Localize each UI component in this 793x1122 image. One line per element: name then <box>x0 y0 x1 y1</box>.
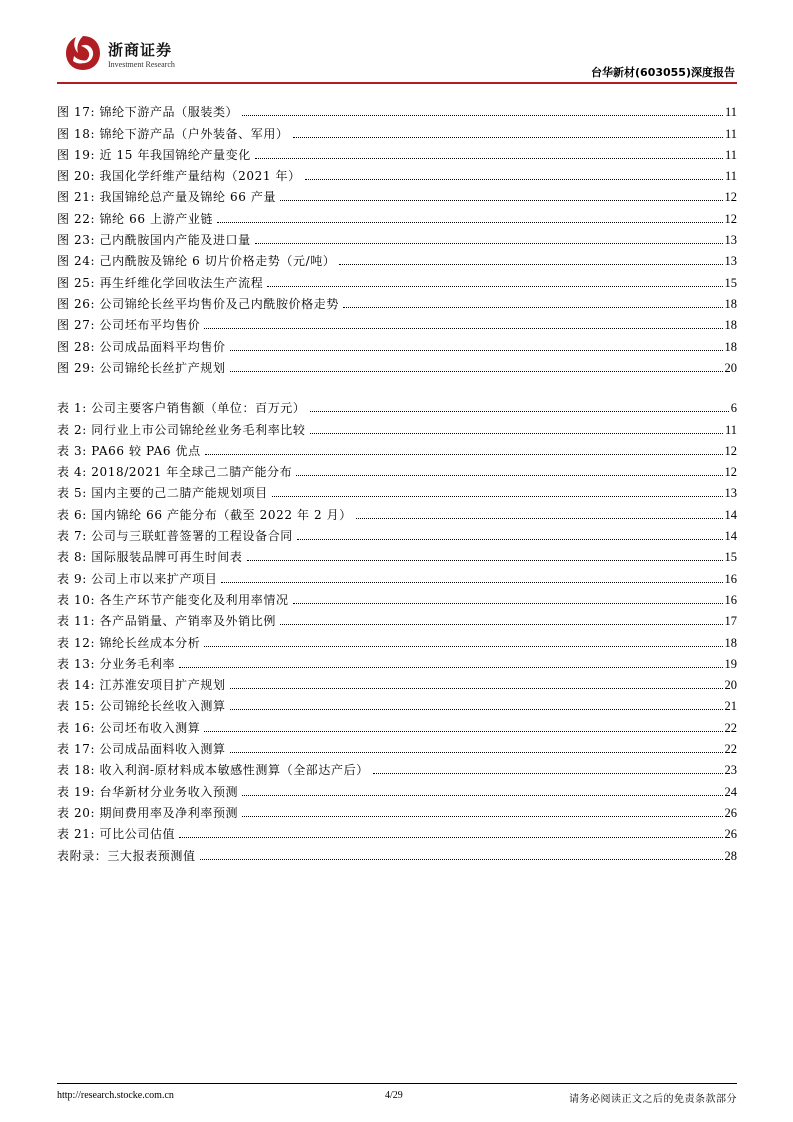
toc-entry-page: 22 <box>724 720 737 735</box>
figure-toc-entry[interactable] <box>57 183 737 204</box>
toc-entry-label: 表 13: 分业务毛利率 <box>57 656 176 671</box>
footer-page-number: 4/29 <box>385 1090 403 1101</box>
table-toc-entry[interactable] <box>57 500 737 521</box>
report-title: 台华新材(603055)深度报告 <box>591 66 735 79</box>
toc-entry-page: 11 <box>724 147 737 162</box>
toc-entry-label: 图 25: 再生纤维化学回收法生产流程 <box>57 275 264 290</box>
dot-leader <box>297 539 723 540</box>
brand-name-en: Investment Research <box>108 60 175 69</box>
toc-entry-page: 26 <box>724 805 737 820</box>
footer-divider <box>57 1083 737 1084</box>
dot-leader <box>242 115 723 116</box>
toc-entry-label: 图 20: 我国化学纤维产量结构（2021 年） <box>57 169 301 184</box>
toc-entry-page: 18 <box>724 635 737 650</box>
toc-entry-page: 18 <box>724 339 737 354</box>
toc-entry-page: 11 <box>724 126 737 141</box>
toc-entry-label: 图 22: 锦纶 66 上游产业链 <box>57 211 214 226</box>
toc-entry-page: 6 <box>730 401 737 416</box>
toc-entry-page: 12 <box>724 190 737 205</box>
dot-leader <box>230 709 723 710</box>
dot-leader <box>242 795 722 796</box>
toc-entry-page: 15 <box>724 550 737 565</box>
toc-entry-label: 表 2: 同行业上市公司锦纶丝业务毛利率比较 <box>57 422 306 437</box>
toc-entry-label: 表 8: 国际服装品牌可再生时间表 <box>57 550 243 565</box>
dot-leader <box>242 816 722 817</box>
dot-leader <box>267 286 722 287</box>
dot-leader <box>200 859 723 860</box>
toc-entry-label: 表 14: 江苏淮安项目扩产规划 <box>57 678 226 693</box>
dot-leader <box>280 624 723 625</box>
toc-entry-label: 图 26: 公司锦纶长丝平均售价及己内酰胺价格走势 <box>57 296 339 311</box>
dot-leader <box>217 222 722 223</box>
toc-entry-label: 表 11: 各产品销量、产销率及外销比例 <box>57 614 276 629</box>
toc-entry-label: 表 18: 收入利润-原材料成本敏感性测算（全部达产后） <box>57 763 369 778</box>
table-toc-entry[interactable] <box>57 415 737 436</box>
table-toc-entry[interactable] <box>57 543 737 564</box>
toc-entry-page: 17 <box>724 614 737 629</box>
toc-entry-label: 表 16: 公司坯布收入测算 <box>57 720 201 735</box>
dot-leader <box>272 496 723 497</box>
toc-entry-label: 表 17: 公司成品面料收入测算 <box>57 742 226 757</box>
table-toc-entry[interactable] <box>57 522 737 543</box>
footer-url[interactable]: http://research.stocke.com.cn <box>57 1090 174 1101</box>
table-toc-entry[interactable] <box>57 650 737 671</box>
figures-toc <box>57 98 737 375</box>
figure-toc-entry[interactable] <box>57 98 737 119</box>
toc-entry-label: 表附录：三大报表预测值 <box>57 848 196 863</box>
toc-entry-page: 19 <box>724 656 737 671</box>
toc-entry-label: 表 12: 锦纶长丝成本分析 <box>57 635 201 650</box>
dot-leader <box>247 560 723 561</box>
dot-leader <box>310 411 729 412</box>
toc-entry-page: 12 <box>724 465 737 480</box>
figure-toc-entry[interactable] <box>57 247 737 268</box>
figure-toc-entry[interactable] <box>57 204 737 225</box>
dot-leader <box>221 582 722 583</box>
toc-entry-page: 14 <box>724 507 737 522</box>
table-toc-entry[interactable] <box>57 735 737 756</box>
zheshang-logo-icon <box>64 34 102 72</box>
dot-leader <box>230 371 723 372</box>
toc-entry-label: 表 19: 台华新材分业务收入预测 <box>57 784 239 799</box>
toc-entry-page: 14 <box>724 529 737 544</box>
toc-entry-page: 16 <box>724 571 737 586</box>
toc-entry-label: 图 24: 己内酰胺及锦纶 6 切片价格走势（元/吨） <box>57 254 336 269</box>
figure-toc-entry[interactable] <box>57 332 737 353</box>
page-header <box>0 0 793 90</box>
figure-toc-entry[interactable] <box>57 162 737 183</box>
toc-entry-label: 图 27: 公司坯布平均售价 <box>57 318 201 333</box>
toc-entry-label: 表 15: 公司锦纶长丝收入测算 <box>57 699 226 714</box>
toc-entry-page: 26 <box>724 827 737 842</box>
header-divider <box>57 82 737 84</box>
table-toc-entry[interactable] <box>57 628 737 649</box>
tables-toc <box>57 394 737 863</box>
dot-leader <box>373 773 723 774</box>
figure-toc-entry[interactable] <box>57 268 737 289</box>
dot-leader <box>204 646 722 647</box>
dot-leader <box>204 328 722 329</box>
toc-entry-page: 18 <box>724 296 737 311</box>
toc-entry-label: 图 17: 锦纶下游产品（服装类） <box>57 105 239 120</box>
toc-entry-label: 表 9: 公司上市以来扩产项目 <box>57 571 218 586</box>
dot-leader <box>293 603 723 604</box>
table-toc-entry[interactable] <box>57 394 737 415</box>
table-toc-entry[interactable] <box>57 713 737 734</box>
figure-toc-entry[interactable] <box>57 290 737 311</box>
toc-entry-page: 18 <box>724 318 737 333</box>
toc-entry-label: 图 18: 锦纶下游产品（户外装备、军用） <box>57 126 289 141</box>
dot-leader <box>230 350 723 351</box>
table-toc-entry[interactable] <box>57 799 737 820</box>
toc-entry-page: 11 <box>724 169 737 184</box>
dot-leader <box>204 731 722 732</box>
toc-entry-page: 24 <box>724 784 737 799</box>
toc-entry-page: 13 <box>724 254 737 269</box>
toc-entry-label: 图 29: 公司锦纶长丝扩产规划 <box>57 360 226 375</box>
toc-entry-label: 表 20: 期间费用率及净利率预测 <box>57 805 239 820</box>
toc-entry-page: 20 <box>724 360 737 375</box>
toc-entry-page: 16 <box>724 592 737 607</box>
dot-leader <box>230 752 723 753</box>
toc-entry-label: 表 10: 各生产环节产能变化及利用率情况 <box>57 592 289 607</box>
toc-entry-label: 图 23: 己内酰胺国内产能及进口量 <box>57 233 251 248</box>
dot-leader <box>205 454 723 455</box>
toc-entry-page: 20 <box>724 678 737 693</box>
dot-leader <box>339 264 722 265</box>
table-toc-entry[interactable] <box>57 671 737 692</box>
table-toc-entry[interactable] <box>57 437 737 458</box>
toc-entry-label: 图 21: 我国锦纶总产量及锦纶 66 产量 <box>57 190 277 205</box>
table-toc-entry[interactable] <box>57 479 737 500</box>
dot-leader <box>255 158 723 159</box>
table-toc-entry[interactable] <box>57 820 737 841</box>
dot-leader <box>310 433 723 434</box>
toc-entry-label: 表 4: 2018/2021 年全球己二腈产能分布 <box>57 465 293 480</box>
toc-entry-page: 15 <box>724 275 737 290</box>
dot-leader <box>296 475 722 476</box>
toc-entry-label: 表 6: 国内锦纶 66 产能分布（截至 2022 年 2 月） <box>57 507 352 522</box>
dot-leader <box>293 137 723 138</box>
toc-entry-page: 22 <box>724 742 737 757</box>
toc-entry-page: 12 <box>724 211 737 226</box>
table-toc-entry[interactable] <box>57 607 737 628</box>
toc-entry-page: 11 <box>724 105 737 120</box>
dot-leader <box>179 837 722 838</box>
toc-entry-page: 28 <box>724 848 737 863</box>
table-toc-entry[interactable] <box>57 586 737 607</box>
toc-entry-page: 23 <box>724 763 737 778</box>
table-toc-entry[interactable] <box>57 458 737 479</box>
toc-entry-label: 表 3: PA66 较 PA6 优点 <box>57 443 201 458</box>
dot-leader <box>356 518 723 519</box>
toc-entry-page: 11 <box>724 422 737 437</box>
toc-entry-page: 21 <box>724 699 737 714</box>
dot-leader <box>179 667 722 668</box>
figure-toc-entry[interactable] <box>57 119 737 140</box>
table-toc-entry[interactable] <box>57 777 737 798</box>
toc-entry-label: 表 21: 可比公司估值 <box>57 827 176 842</box>
figure-toc-entry[interactable] <box>57 141 737 162</box>
toc-entry-label: 表 7: 公司与三联虹普签署的工程设备合同 <box>57 529 293 544</box>
dot-leader <box>343 307 723 308</box>
brand <box>108 42 175 70</box>
dot-leader <box>305 179 723 180</box>
figure-toc-entry[interactable] <box>57 311 737 332</box>
dot-leader <box>280 200 722 201</box>
footer-disclaimer: 请务必阅读正文之后的免责条款部分 <box>569 1094 737 1105</box>
toc-entry-label: 表 5: 国内主要的己二腈产能规划项目 <box>57 486 268 501</box>
dot-leader <box>230 688 723 689</box>
toc-entry-label: 表 1: 公司主要客户销售额（单位：百万元） <box>57 401 306 416</box>
table-toc-entry[interactable] <box>57 841 737 862</box>
table-toc-entry[interactable] <box>57 564 737 585</box>
table-toc-entry[interactable] <box>57 756 737 777</box>
table-toc-entry[interactable] <box>57 692 737 713</box>
toc-entry-page: 13 <box>724 233 737 248</box>
toc-entry-label: 图 19: 近 15 年我国锦纶产量变化 <box>57 147 251 162</box>
brand-name-cn: 浙商证券 <box>108 41 173 59</box>
dot-leader <box>255 243 723 244</box>
toc-entry-page: 13 <box>724 486 737 501</box>
figure-toc-entry[interactable] <box>57 354 737 375</box>
toc-entry-page: 12 <box>724 443 737 458</box>
toc-entry-label: 图 28: 公司成品面料平均售价 <box>57 339 226 354</box>
figure-toc-entry[interactable] <box>57 226 737 247</box>
